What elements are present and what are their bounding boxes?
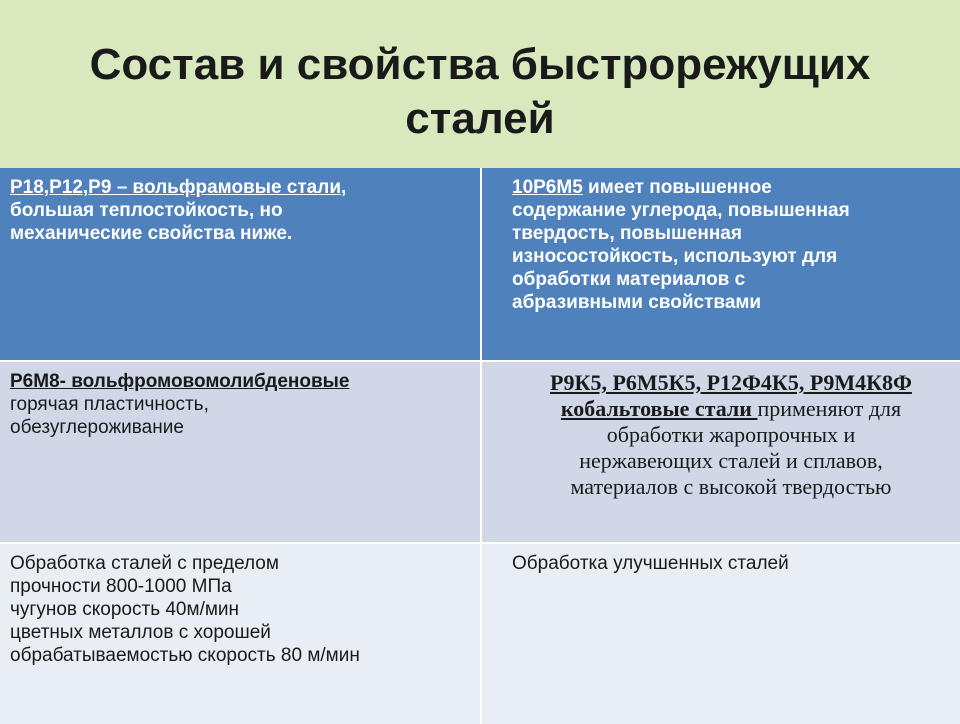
cell-lead: 10Р6М5 — [512, 177, 583, 198]
cell-text: твердость, повышенная — [512, 223, 742, 244]
cell-text: Обработка сталей с пределом — [10, 553, 279, 574]
cell-text: абразивными свойствами — [512, 292, 762, 313]
title-line-1: Состав и свойства быстрорежущих — [89, 40, 871, 89]
table-row — [0, 543, 960, 724]
cell-text: цветных металлов с хорошей — [10, 622, 271, 643]
title-area — [0, 0, 960, 168]
cell-machining-speeds — [0, 543, 481, 724]
cell-text: горячая пластичность, — [10, 394, 209, 415]
cell-text: применяют для — [757, 396, 902, 421]
cell-text: материалов с высокой твердостью — [570, 474, 892, 499]
cell-lead: Р9К5, Р6М5К5, Р12Ф4К5, Р9М4К8Ф — [550, 370, 912, 395]
cell-lead: Р18,Р12,Р9 – вольфрамовые стали, — [10, 177, 347, 198]
cell-text: содержание углерода, повышенная — [512, 200, 850, 221]
cell-text: обезуглероживание — [10, 417, 184, 438]
cell-tungsten-steels — [0, 168, 481, 361]
cell-improved-steels — [481, 543, 960, 724]
cell-cobalt-steels — [481, 361, 960, 543]
steel-properties-table — [0, 168, 960, 724]
table-row — [0, 168, 960, 361]
cell-text: обрабатываемостью скорость 80 м/мин — [10, 645, 360, 666]
cell-text: имеет повышенное — [582, 177, 772, 198]
cell-lead: кобальтовые стали — [560, 396, 758, 421]
cell-text: Обработка улучшенных сталей — [512, 553, 789, 574]
cell-text: механические свойства ниже. — [10, 223, 293, 244]
cell-text: обработки жаропрочных и — [606, 422, 856, 447]
cell-text: нержавеющих сталей и сплавов, — [579, 448, 883, 473]
cell-10r6m5 — [481, 168, 960, 361]
cell-lead: Р6М8- вольфромовомолибденовые — [10, 371, 350, 392]
cell-text: большая теплостойкость, но — [10, 200, 283, 221]
page-title — [0, 0, 960, 146]
cell-text: обработки материалов с — [512, 269, 746, 290]
table-row — [0, 361, 960, 543]
cell-text: износостойкость, используют для — [512, 246, 838, 267]
cell-molybdenum-steels — [0, 361, 481, 543]
title-line-2: сталей — [405, 94, 555, 143]
cell-text: прочности 800-1000 МПа — [10, 576, 232, 597]
cell-text: чугунов скорость 40м/мин — [10, 599, 240, 620]
